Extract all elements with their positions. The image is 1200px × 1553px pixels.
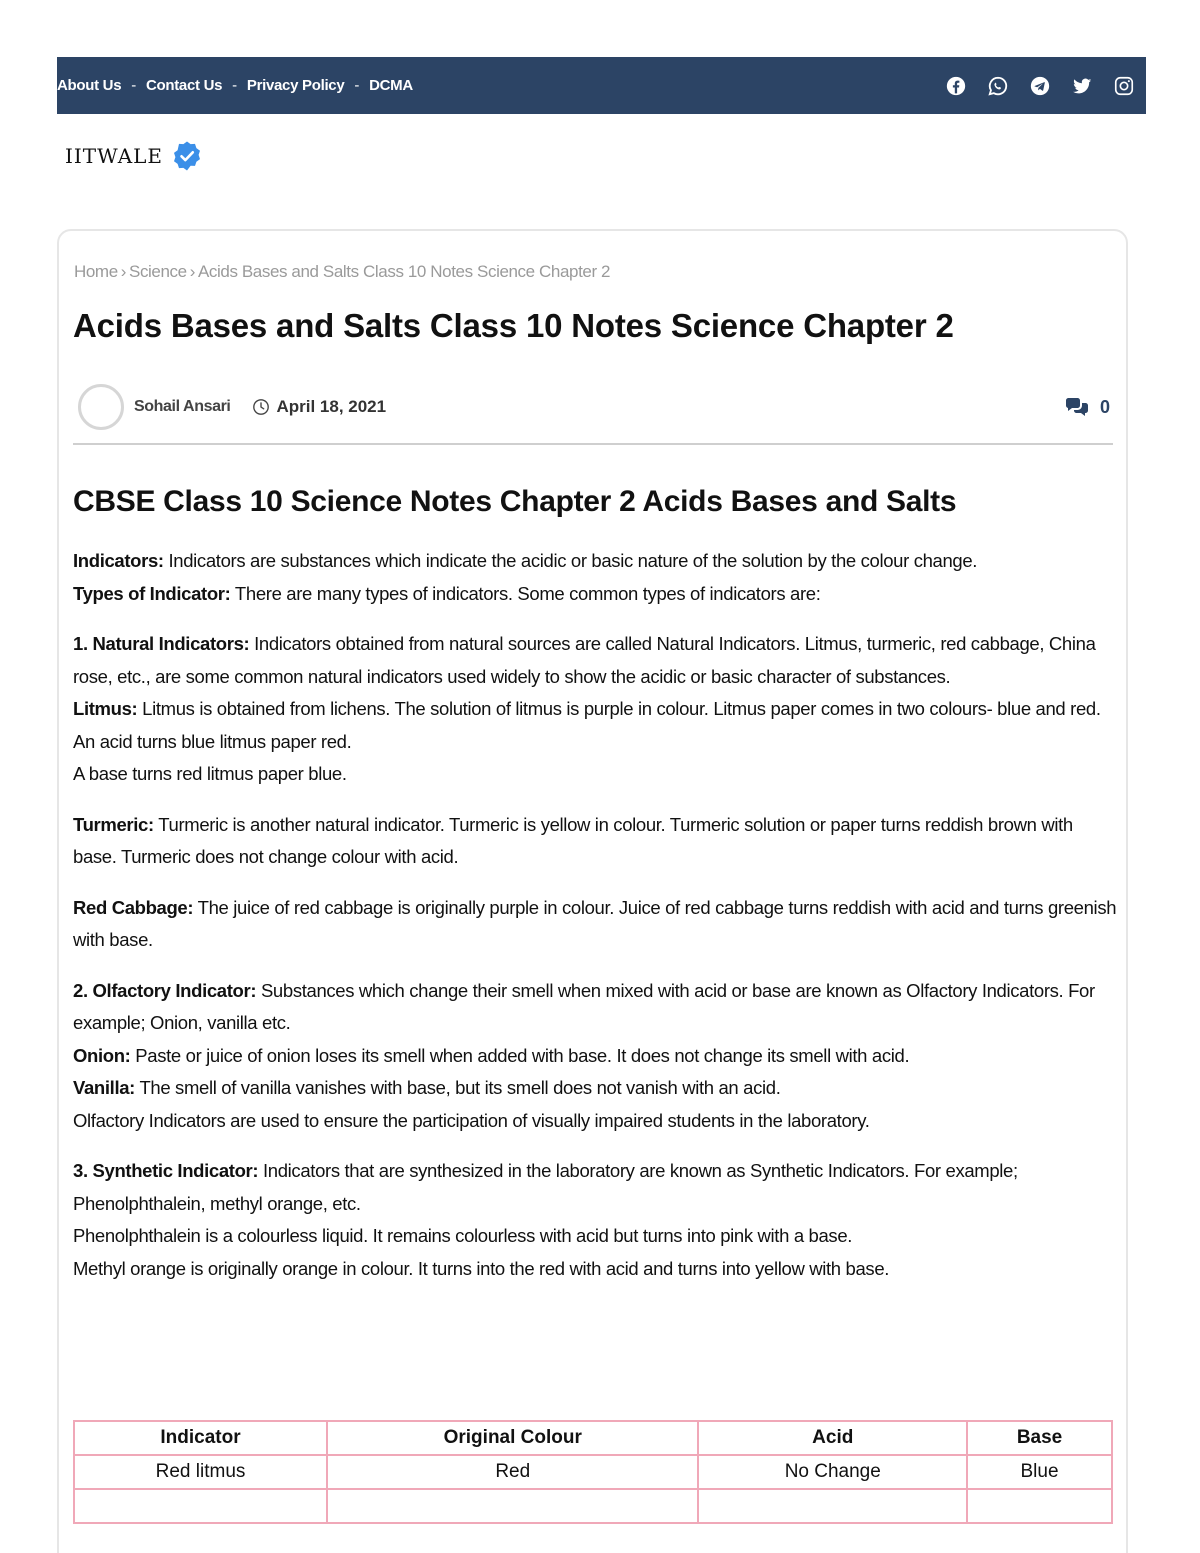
body-paragraph — [73, 628, 1118, 693]
breadcrumb-current: Acids Bases and Salts Class 10 Notes Science Chapter 2 — [197, 262, 611, 281]
breadcrumb-home[interactable]: Home — [74, 262, 118, 281]
body-text: Methyl orange is originally orange in colour. It turns into the red with acid and turns into yellow with base. — [73, 1257, 890, 1279]
term-label: 2. Olfactory Indicator: — [73, 979, 257, 1001]
clock-icon — [252, 398, 270, 416]
body-text: Substances which change their smell when mixed with acid or base are known as Olfactory Indicators. For example; Onion, vanilla etc. — [73, 979, 1095, 1033]
table-row — [74, 1455, 1112, 1489]
body-text: The smell of vanilla vanishes with base, but its smell does not vanish with an acid. — [134, 1077, 781, 1098]
body-paragraph — [73, 1155, 1118, 1220]
paragraph-gap — [73, 791, 1118, 809]
breadcrumb-separator: › — [189, 262, 195, 281]
table-header-row — [74, 1421, 1112, 1455]
avatar[interactable] — [78, 384, 124, 430]
body-paragraph — [73, 809, 1118, 874]
nav-separator: - — [232, 77, 237, 94]
table-header: Acid — [698, 1421, 967, 1455]
body-paragraph — [73, 758, 1118, 791]
term-label: 1. Natural Indicators: — [73, 633, 250, 654]
site-name: IITWALE — [65, 144, 164, 168]
body-paragraph — [73, 693, 1118, 726]
body-paragraph — [73, 726, 1118, 759]
nav-separator: - — [354, 77, 360, 94]
nav-dcma[interactable]: DCMA — [369, 77, 413, 94]
breadcrumb-science[interactable]: Science — [129, 262, 187, 281]
body-text: The juice of red cabbage is originally purple in colour. Juice of red cabbage turns reddish with acid and turns greenish with base. — [73, 896, 1117, 950]
term-label: Onion: — [73, 1044, 131, 1066]
social-links — [944, 74, 1146, 98]
whatsapp-icon[interactable] — [986, 74, 1010, 98]
term-label: 3. Synthetic Indicator: — [73, 1160, 259, 1181]
table-header: Base — [967, 1421, 1112, 1455]
body-text: An acid turns blue litmus paper red. — [73, 730, 352, 752]
post-date-text: April 18, 2021 — [276, 397, 387, 416]
term-label: Types of Indicator: — [73, 582, 231, 604]
body-paragraph — [73, 1105, 1118, 1138]
paragraph-gap — [73, 1137, 1118, 1155]
table-cell — [967, 1489, 1112, 1523]
comments-link[interactable] — [1064, 397, 1114, 418]
body-text: Turmeric is another natural indicator. Turmeric is yellow in colour. Turmeric solution or paper turns reddish brown with base. Turmeric does not change colour with acid. — [73, 813, 1073, 867]
nav-about-us[interactable]: About Us — [57, 77, 122, 94]
paragraph-gap — [73, 874, 1118, 892]
table-cell: Red litmus — [74, 1455, 327, 1489]
table-cell — [327, 1489, 698, 1523]
body-text: Phenolphthalein is a colourless liquid. It remains colourless with acid but turns into pink with a base. — [73, 1225, 853, 1246]
body-text: Paste or juice of onion loses its smell when added with base. It does not change its smell with acid. — [130, 1044, 910, 1066]
body-paragraph — [73, 1072, 1118, 1105]
body-text: Litmus is obtained from lichens. The solution of litmus is purple in colour. Litmus paper comes in two colours- blue and red. — [137, 698, 1101, 719]
table-cell: Blue — [967, 1455, 1112, 1489]
table-header: Original Colour — [327, 1421, 698, 1455]
instagram-icon[interactable] — [1112, 74, 1136, 98]
section-heading: CBSE Class 10 Science Notes Chapter 2 Acids Bases and Salts — [73, 485, 957, 518]
term-label: Turmeric: — [73, 813, 154, 835]
body-text: There are many types of indicators. Some common types of indicators are: — [230, 582, 821, 604]
body-paragraph — [73, 1040, 1118, 1073]
table-cell — [74, 1489, 327, 1523]
table-header: Indicator — [74, 1421, 327, 1455]
body-paragraph — [73, 892, 1118, 957]
telegram-icon[interactable] — [1028, 74, 1052, 98]
comments-icon — [1064, 397, 1090, 417]
body-text: Indicators are substances which indicate the acidic or basic nature of the solution by the colour change. — [163, 550, 978, 571]
table-row — [74, 1489, 1112, 1523]
breadcrumb-separator: › — [120, 262, 127, 281]
comment-count: 0 — [1099, 396, 1110, 417]
author-name[interactable]: Sohail Ansari — [134, 398, 231, 415]
body-paragraph — [73, 545, 1118, 578]
article-body — [73, 545, 1118, 1285]
facebook-icon[interactable] — [944, 74, 968, 98]
nav-contact-us[interactable]: Contact Us — [145, 77, 223, 94]
breadcrumb — [74, 262, 610, 282]
nav-privacy-policy[interactable]: Privacy Policy — [246, 77, 345, 94]
article-meta — [78, 384, 1114, 430]
top-navigation-bar — [57, 57, 1146, 114]
body-text: A base turns red litmus paper blue. — [73, 763, 347, 784]
body-text: Indicators that are synthesized in the laboratory are known as Synthetic Indicators. For example; Phenolphthalein, methyl orange, etc. — [73, 1160, 1018, 1214]
site-logo[interactable] — [65, 140, 203, 172]
twitter-icon[interactable] — [1070, 74, 1094, 98]
paragraph-gap — [73, 957, 1118, 975]
indicator-table — [73, 1420, 1113, 1524]
body-paragraph — [73, 1253, 1118, 1286]
table-cell: No Change — [698, 1455, 967, 1489]
divider — [73, 443, 1113, 445]
table-cell: Red — [327, 1455, 698, 1489]
verified-badge-icon — [171, 140, 203, 172]
paragraph-gap — [73, 610, 1118, 628]
top-nav-links — [57, 77, 413, 94]
post-date — [252, 397, 386, 417]
body-text: Indicators obtained from natural sources are called Natural Indicators. Litmus, turmeric, red cabbage, China rose, etc., are some common natural indicators used widely to show the acidic or basic character of substances. — [73, 633, 1096, 687]
term-label: Vanilla: — [73, 1077, 135, 1098]
term-label: Red Cabbage: — [73, 896, 194, 918]
body-paragraph — [73, 1220, 1118, 1253]
table-cell — [698, 1489, 967, 1523]
nav-separator: - — [131, 77, 136, 94]
body-paragraph — [73, 975, 1118, 1040]
page-title: Acids Bases and Salts Class 10 Notes Science Chapter 2 — [73, 307, 954, 344]
body-text: Olfactory Indicators are used to ensure the participation of visually impaired students in the laboratory. — [73, 1109, 870, 1131]
term-label: Indicators: — [73, 550, 164, 571]
body-paragraph — [73, 578, 1118, 611]
term-label: Litmus: — [73, 698, 138, 719]
